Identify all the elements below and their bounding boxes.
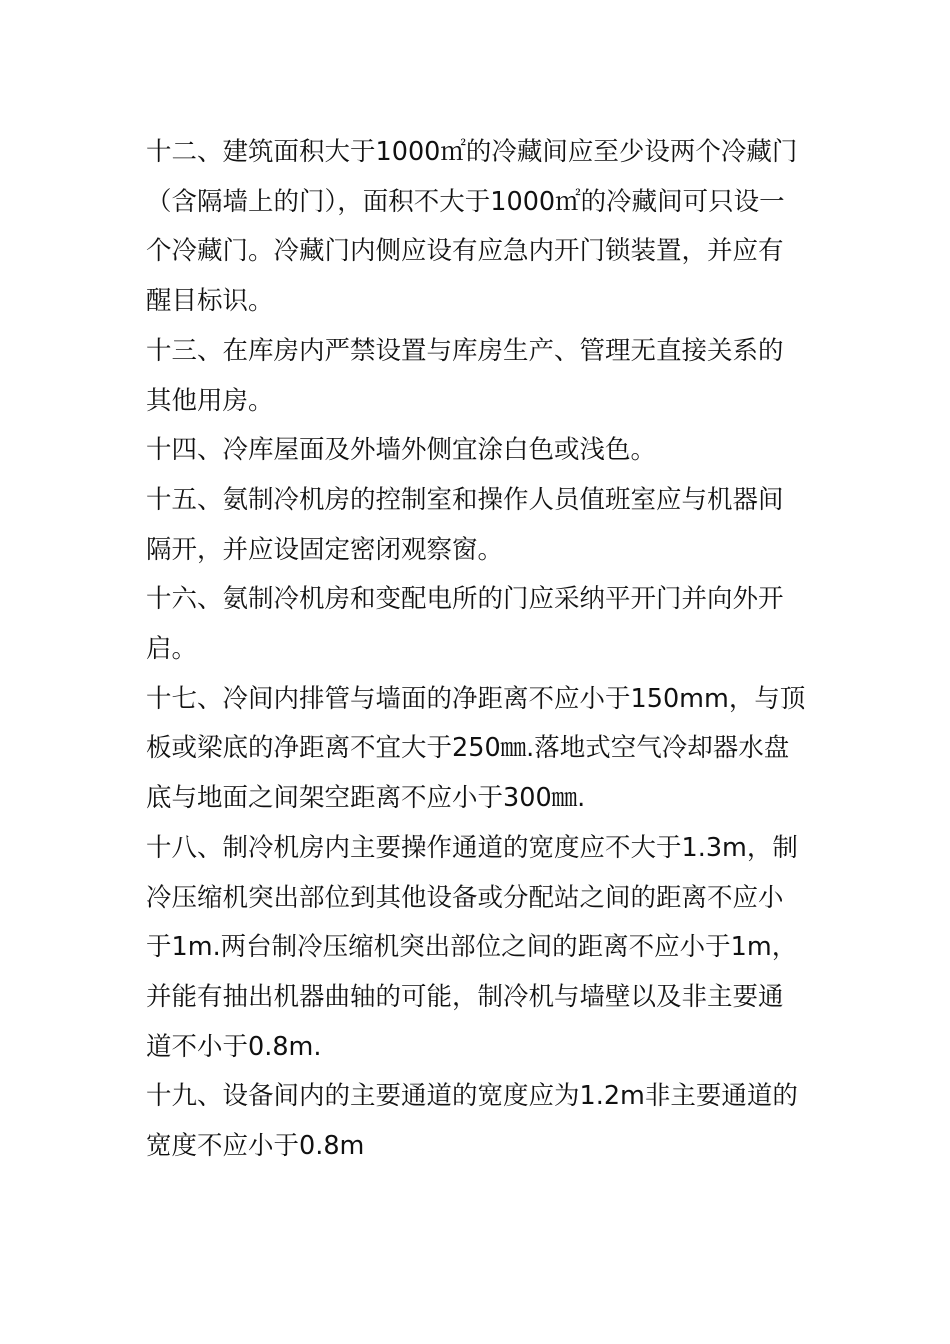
paragraph-17: 十七、冷间内排管与墙面的净距离不应小于150mm，与顶 板或梁底的净距离不宜大于250㎜.落地式空气冷却器水盘 底与地面之间架空距离不应小于300㎜. [146,683,806,814]
paragraph-16: 十六、氨制冷机房和变配电所的门应采纳平开门并向外开 启。 [146,584,784,665]
paragraph-19: 十九、设备间内的主要通道的宽度应为1.2m非主要通道的 宽度不应小于0.8m [146,1081,798,1162]
paragraph-15: 十五、氨制冷机房的控制室和操作人员值班室应与机器间 隔开，并应设固定密闭观察窗。 [146,484,784,565]
paragraph-13: 十三、在库房内严禁设置与库房生产、管理无直接关系的 其他用房。 [146,335,784,416]
paragraph-18: 十八、制冷机房内主要操作通道的宽度应不大于1.3m，制 冷压缩机突出部位到其他设备或分配站之间的距离不应小 于1m.两台制冷压缩机突出部位之间的距离不应小于1m， 并能有抽出机器曲轴的可能，制冷机与墙壁以及非主要通 道不小于0.8m. [146,832,798,1062]
paragraph-12: 十二、建筑面积大于1000㎡的冷藏间应至少设两个冷藏门 （含隔墙上的门），面积不大于1000㎡的冷藏间可只设一 个冷藏门。冷藏门内侧应设有应急内开门锁装置，并应有 醒目标识。 [146,137,798,317]
paragraph-14: 十四、冷库屋面及外墙外侧宜涂白色或浅色。 [146,435,657,466]
document-body [146,128,810,1172]
